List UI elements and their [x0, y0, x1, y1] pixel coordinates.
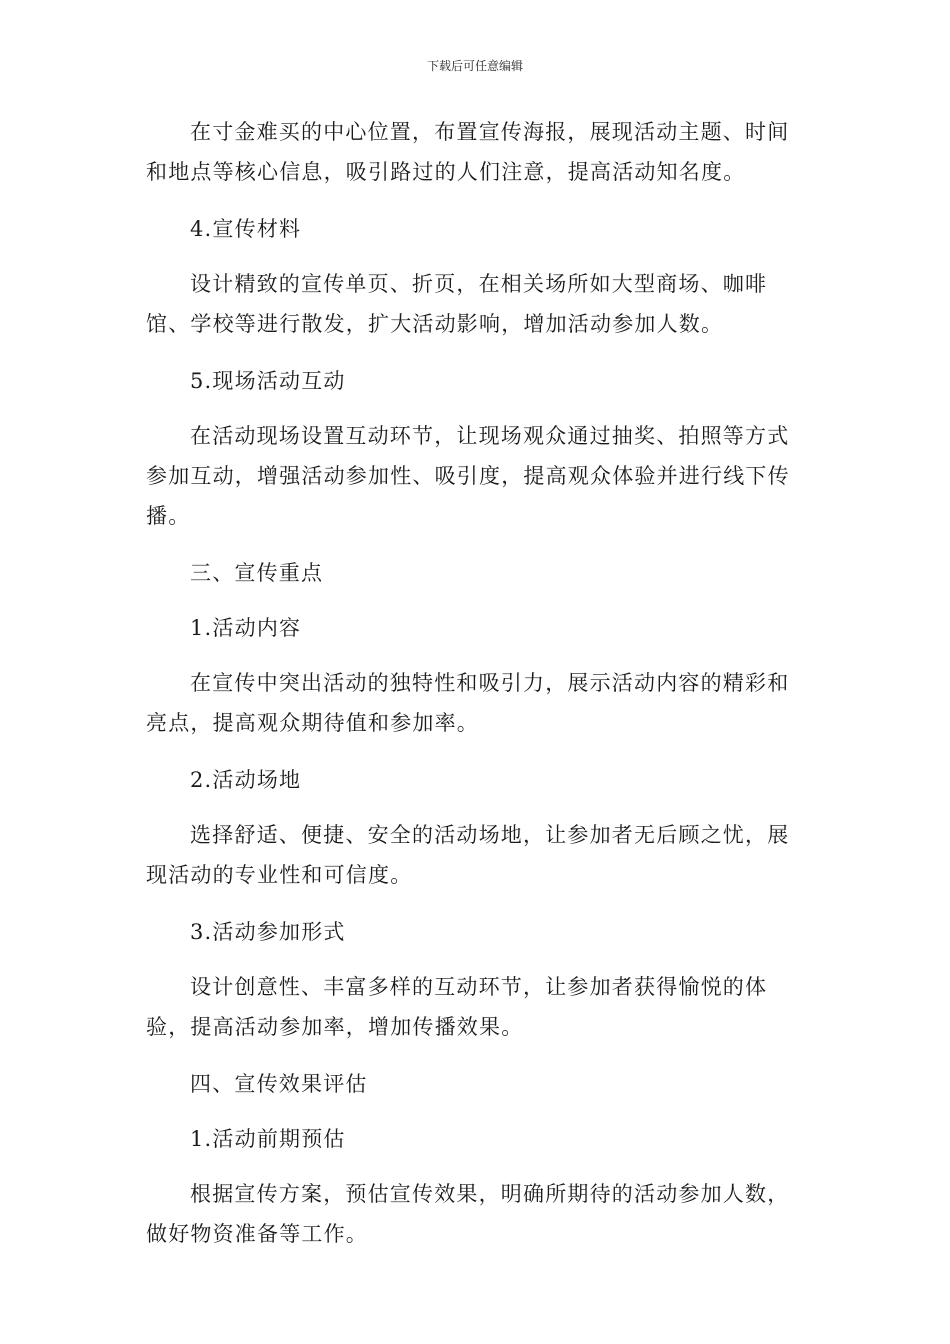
header-note: 下载后可任意编辑: [426, 59, 523, 73]
heading-participation-form: 3.活动参加形式: [190, 920, 346, 944]
paragraph-poster-placement: 在寸金难买的中心位置，布置宣传海报，展现活动主题、时间和地点等核心信息，吸引路过的人们注意，提高活动知名度。: [146, 120, 790, 184]
paragraph-participation-form: 设计创意性、丰富多样的互动环节，让参加者获得愉悦的体验，提高活动参加率，增加传播效果。: [146, 975, 768, 1039]
paragraph-pre-estimate: 根据宣传方案，预估宣传效果，明确所期待的活动参加人数，做好物资准备等工作。: [146, 1182, 790, 1246]
section-heading-focus: 三、宣传重点: [190, 561, 324, 585]
heading-onsite-interaction: 5.现场活动互动: [190, 369, 346, 393]
paragraph-activity-content: 在宣传中突出活动的独特性和吸引力，展示活动内容的精彩和亮点，提高观众期待值和参加率。: [146, 671, 790, 735]
paragraph-leaflets: 设计精致的宣传单页、折页，在相关场所如大型商场、咖啡馆、学校等进行散发，扩大活动影响，增加活动参加人数。: [146, 272, 768, 336]
heading-activity-content: 1.活动内容: [190, 616, 302, 640]
paragraph-interaction: 在活动现场设置互动环节，让现场观众通过抽奖、拍照等方式参加互动，增强活动参加性、吸引度，提高观众体验并进行线下传播。: [146, 424, 790, 528]
heading-promo-materials: 4.宣传材料: [190, 217, 302, 241]
heading-venue: 2.活动场地: [190, 768, 302, 792]
heading-pre-estimate: 1.活动前期预估: [190, 1127, 346, 1151]
document-body: [146, 112, 810, 1271]
paragraph-venue: 选择舒适、便捷、安全的活动场地，让参加者无后顾之忧，展现活动的专业性和可信度。: [146, 823, 790, 887]
section-heading-evaluation: 四、宣传效果评估: [190, 1072, 368, 1096]
